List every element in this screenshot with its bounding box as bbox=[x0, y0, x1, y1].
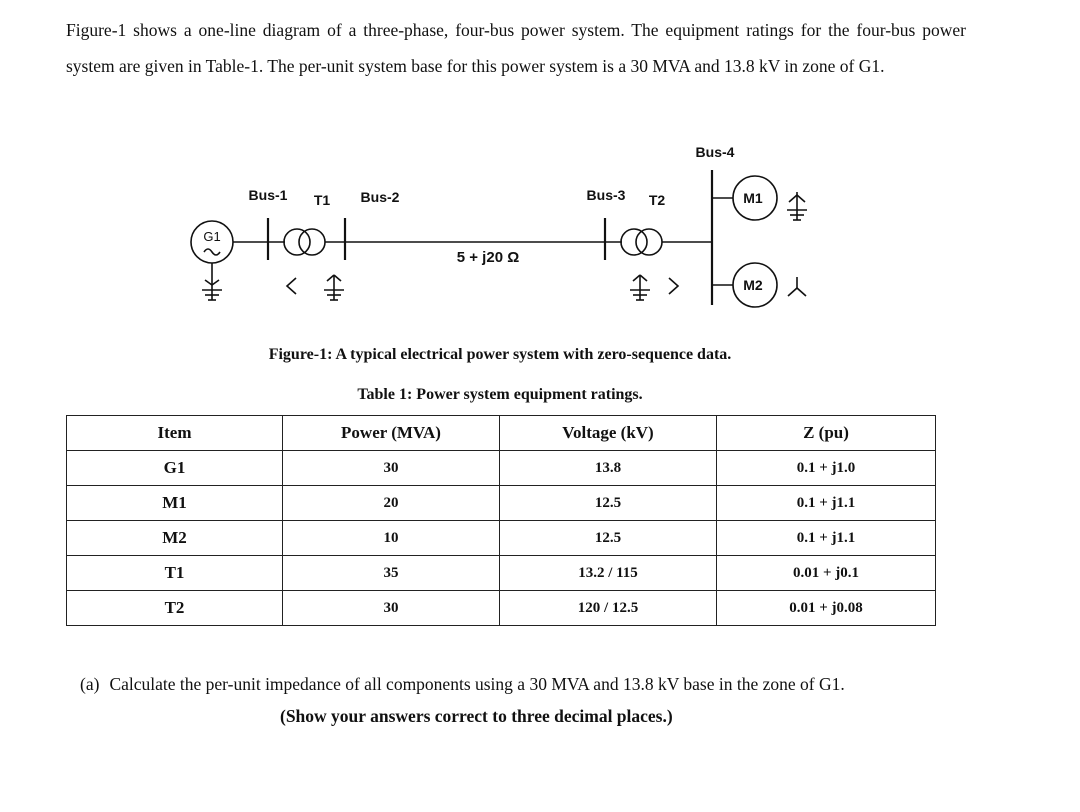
generator-label: G1 bbox=[203, 229, 221, 244]
cell-voltage: 120 / 12.5 bbox=[500, 591, 717, 626]
header-power: Power (MVA) bbox=[283, 416, 500, 451]
cell-power: 10 bbox=[283, 521, 500, 556]
t1-label: T1 bbox=[313, 192, 331, 208]
ratings-table bbox=[66, 415, 936, 626]
cell-power: 30 bbox=[283, 451, 500, 486]
ground-icon bbox=[202, 280, 222, 300]
cell-impedance: 0.1 + j1.1 bbox=[717, 521, 936, 556]
cell-impedance: 0.01 + j0.08 bbox=[717, 591, 936, 626]
question-note: (Show your answers correct to three decimal places.) bbox=[280, 706, 673, 726]
cell-voltage: 13.8 bbox=[500, 451, 717, 486]
delta-icon bbox=[669, 278, 678, 294]
wye-ground-icon bbox=[324, 275, 344, 300]
bus-2-label: Bus-2 bbox=[360, 189, 400, 205]
table-row bbox=[67, 486, 936, 521]
m2-label: M2 bbox=[743, 277, 763, 293]
line-impedance-label: 5 + j20 Ω bbox=[456, 249, 520, 266]
cell-voltage: 12.5 bbox=[500, 486, 717, 521]
cell-power: 30 bbox=[283, 591, 500, 626]
t2-label: T2 bbox=[648, 192, 666, 208]
bus-1-label: Bus-1 bbox=[248, 187, 288, 203]
table-row bbox=[67, 556, 936, 591]
bus-4-label: Bus-4 bbox=[695, 144, 735, 160]
header-voltage: Voltage (kV) bbox=[500, 416, 717, 451]
cell-item: G1 bbox=[67, 451, 283, 486]
cell-item: M2 bbox=[67, 521, 283, 556]
figure-caption: Figure-1: A typical electrical power system with zero-sequence data. bbox=[268, 346, 732, 363]
header-item: Item bbox=[67, 416, 283, 451]
table-header-row bbox=[67, 416, 936, 451]
question bbox=[80, 668, 1000, 732]
cell-impedance: 0.1 + j1.0 bbox=[717, 451, 936, 486]
one-line-diagram bbox=[0, 130, 1080, 330]
transformer-t2 bbox=[621, 229, 662, 255]
intro-paragraph: Figure-1 shows a one-line diagram of a three-phase, four-bus power system. The equipment ratings for the four-bus power system are given in Table-1. The per-unit system base for this power system is a 30 MVA and 13.8 kV in zone of G1. bbox=[66, 20, 966, 76]
cell-item: T1 bbox=[67, 556, 283, 591]
bus-3-label: Bus-3 bbox=[586, 187, 626, 203]
wye-ground-icon bbox=[630, 275, 650, 300]
cell-item: M1 bbox=[67, 486, 283, 521]
cell-impedance: 0.1 + j1.1 bbox=[717, 486, 936, 521]
question-text: Calculate the per-unit impedance of all components using a 30 MVA and 13.8 kV base in the zone of G1. bbox=[109, 674, 845, 694]
m1-label: M1 bbox=[743, 190, 763, 206]
table-row bbox=[67, 451, 936, 486]
wye-ground-icon bbox=[787, 192, 807, 220]
table-row bbox=[67, 521, 936, 556]
table-row bbox=[67, 591, 936, 626]
cell-power: 35 bbox=[283, 556, 500, 591]
header-impedance: Z (pu) bbox=[717, 416, 936, 451]
question-label: (a) bbox=[80, 674, 100, 694]
wye-icon bbox=[788, 277, 806, 296]
cell-item: T2 bbox=[67, 591, 283, 626]
transformer-t1 bbox=[284, 229, 325, 255]
cell-voltage: 13.2 / 115 bbox=[500, 556, 717, 591]
cell-voltage: 12.5 bbox=[500, 521, 717, 556]
cell-impedance: 0.01 + j0.1 bbox=[717, 556, 936, 591]
delta-icon bbox=[287, 278, 296, 294]
table-caption: Table 1: Power system equipment ratings. bbox=[357, 386, 643, 403]
cell-power: 20 bbox=[283, 486, 500, 521]
